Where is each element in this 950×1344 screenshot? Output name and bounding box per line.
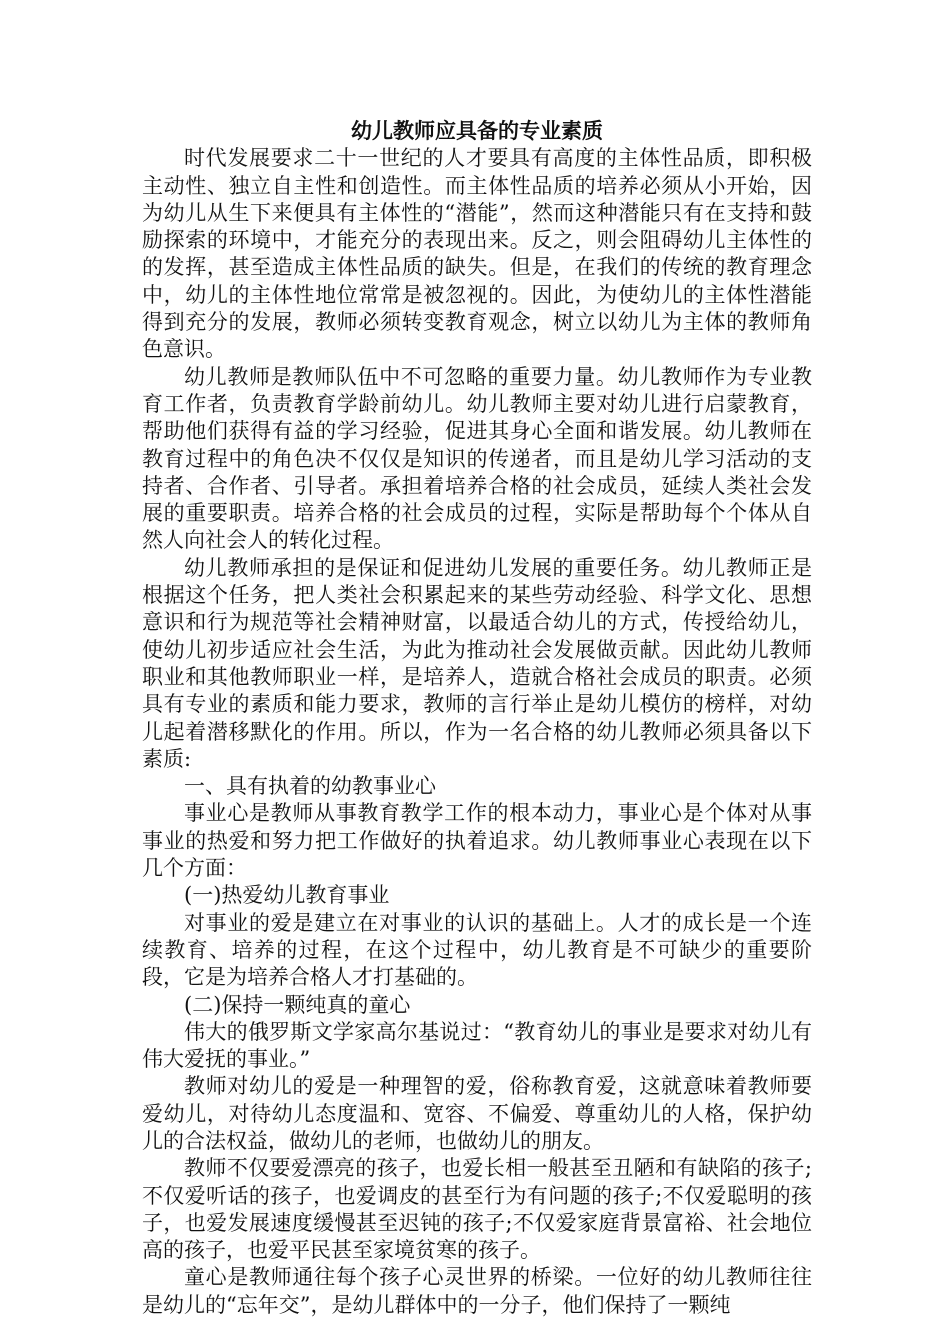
document-title: 幼儿教师应具备的专业素质 [351, 119, 603, 143]
paragraph-intro: 时代发展要求二十一世纪的人才要具有高度的主体性品质，即积极主动性、独立自主性和创造性。而主体性品质的培养必须从小开始，因为幼儿从生下来便具有主体性的“潜能”，然而这种潜能只有在支持和鼓励探索的环境中，才能充分的表现出来。反之，则会阻碍幼儿主体性的的发挥，甚至造成主体性品质的缺失。但是，在我们的传统的教育理念中，幼儿的主体性地位常常是被忽视的。因此，为使幼儿的主体性潜能得到充分的发展，教师必须转变教育观念，树立以幼儿为主体的教师角色意识。 [142, 146, 812, 362]
paragraph-gorky-quote: 伟大的俄罗斯文学家高尔基说过：“教育幼儿的事业是要求对幼儿有伟大爱抚的事业。” [142, 1019, 812, 1072]
paragraph-teacher-task: 幼儿教师承担的是保证和促进幼儿发展的重要任务。幼儿教师正是根据这个任务，把人类社会积累起来的某些劳动经验、科学文化、思想意识和行为规范等社会精神财富，以最适合幼儿的方式，传授给幼儿，使幼儿初步适应社会生活，为此为推动社会发展做贡献。因此幼儿教师职业和其他教师职业一样，是培养人，造就合格社会成员的职责。必须具有专业的素质和能力要求，教师的言行举止是幼儿模仿的榜样，对幼儿起着潜移默化的作用。所以，作为一名合格的幼儿教师必须具备以下素质: [142, 555, 812, 771]
document-page [142, 118, 812, 1319]
section-heading-dedication: 一、具有执着的幼教事业心 [184, 774, 436, 799]
paragraph-rational-love: 教师对幼儿的爱是一种理智的爱，俗称教育爱，这就意味着教师要爱幼儿，对待幼儿态度温和、宽容、不偏爱、尊重幼儿的人格，保护幼儿的合法权益，做幼儿的老师，也做幼儿的朋友。 [142, 1074, 812, 1153]
subsection-heading-childlike-heart: (二)保持一颗纯真的童心 [184, 992, 411, 1017]
paragraph-dedication: 事业心是教师从事教育教学工作的根本动力，事业心是个体对从事事业的热爱和努力把工作做好的执着追求。幼儿教师事业心表现在以下几个方面： [142, 801, 812, 881]
paragraph-love-education: 对事业的爱是建立在对事业的认识的基础上。人才的成长是一个连续教育、培养的过程，在这个过程中，幼儿教育是不可缺少的重要阶段，它是为培养合格人才打基础的。 [142, 910, 812, 990]
paragraph-childlike-bridge: 童心是教师通往每个孩子心灵世界的桥梁。一位好的幼儿教师往往是幼儿的“忘年交”，是幼儿群体中的一分子，他们保持了一颗纯 [142, 1265, 812, 1317]
subsection-heading-love-education: (一)热爱幼儿教育事业 [184, 883, 390, 908]
paragraph-teacher-role: 幼儿教师是教师队伍中不可忽略的重要力量。幼儿教师作为专业教育工作者，负责教育学龄前幼儿。幼儿教师主要对幼儿进行启蒙教育，帮助他们获得有益的学习经验，促进其身心全面和谐发展。幼儿教师在教育过程中的角色决不仅仅是知识的传递者，而且是幼儿学习活动的支持者、合作者、引导者。承担着培养合格的社会成员，延续人类社会发展的重要职责。培养合格的社会成员的过程，实际是帮助每个个体从自然人向社会人的转化过程。 [142, 364, 812, 553]
paragraph-love-all-children: 教师不仅要爱漂亮的孩子，也爱长相一般甚至丑陋和有缺陷的孩子;不仅爱听话的孩子，也爱调皮的甚至行为有问题的孩子;不仅爱聪明的孩子，也爱发展速度缓慢甚至迟钝的孩子;不仅爱家庭背景富裕、社会地位高的孩子，也爱平民甚至家境贫寒的孩子。 [142, 1156, 812, 1263]
